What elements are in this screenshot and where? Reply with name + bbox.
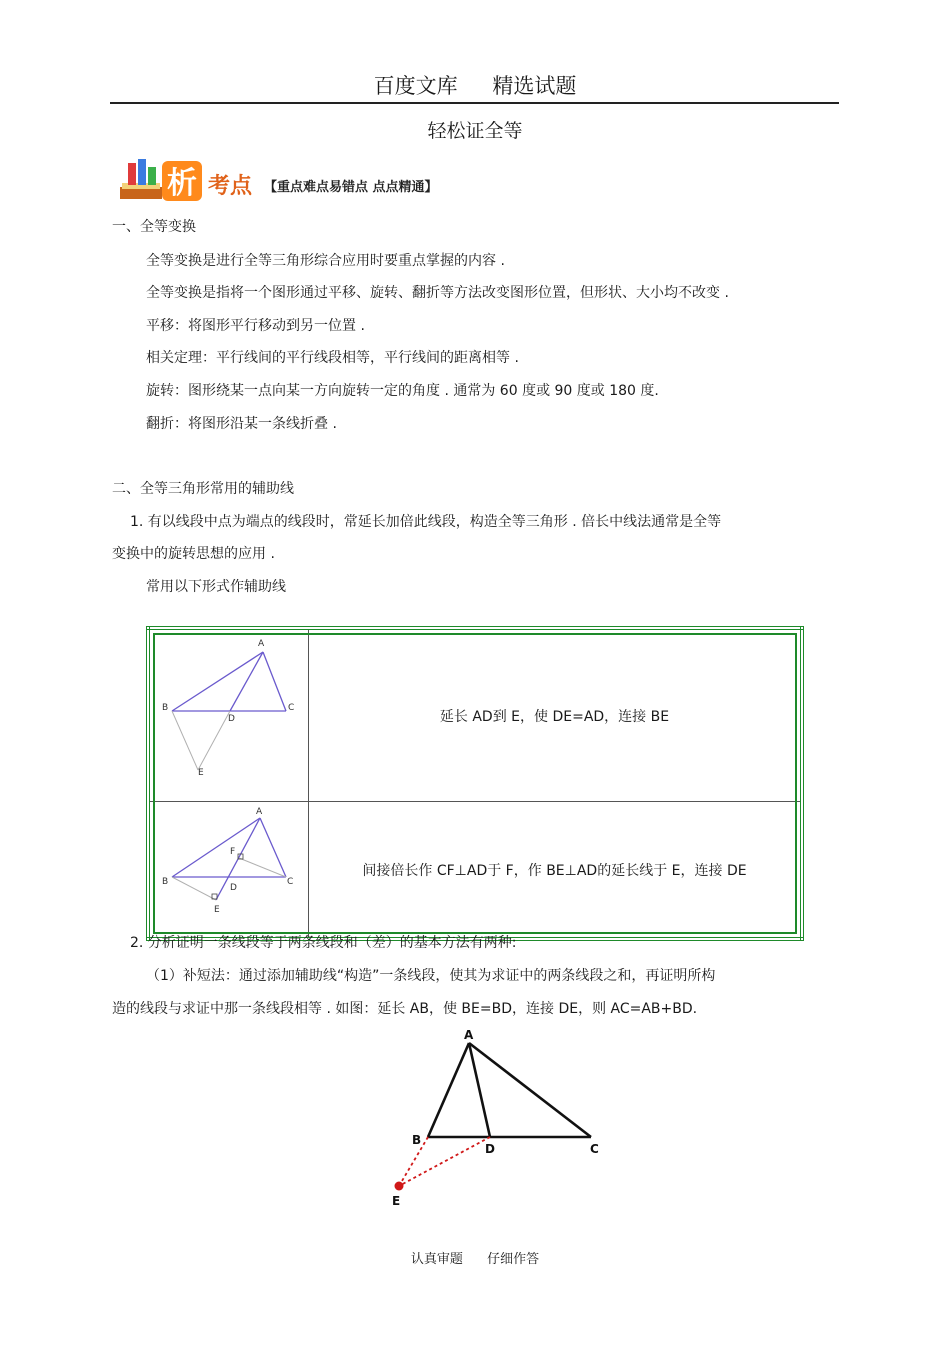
label-d: D — [230, 883, 237, 893]
item1-line-1: 1. 有以线段中点为端点的线段时，常延长加倍此线段，构造全等三角形 . 倍长中线法通常是全等 — [130, 514, 722, 530]
table-row — [148, 802, 802, 940]
section1-heading: 一、全等变换 — [112, 219, 196, 235]
page-header — [0, 70, 950, 100]
label-f: F — [230, 847, 236, 857]
label-c: C — [288, 703, 295, 713]
item1-line-3: 常用以下形式作辅助线 — [146, 579, 286, 595]
label-b: B — [412, 1133, 422, 1147]
section1-line-3: 平移：将图形平行移动到另一位置 . — [146, 318, 365, 334]
midline-extension-figure — [150, 630, 308, 797]
label-d: D — [485, 1142, 495, 1156]
item2-line-2: （1）补短法：通过添加辅助线“构造”一条线段，使其为求证中的两条线段之和，再证明所构 — [146, 968, 716, 984]
footer-right: 仔细作答 — [487, 1252, 540, 1267]
section1-line-2: 全等变换是指将一个图形通过平移、旋转、翻折等方法改变图形位置，但形状、大小均不改变 . — [146, 285, 729, 301]
banner-char1: 析 — [167, 166, 197, 201]
table-row — [148, 628, 802, 802]
section1-line-5: 旋转：图形绕某一点向某一方向旋转一定的角度 . 通常为 60 度或 90 度或 180 度. — [146, 383, 659, 399]
auxiliary-line-table — [146, 626, 804, 941]
description-cell-2: 间接倍长作 CF⊥AD于 F，作 BE⊥AD的延长线于 E，连接 DE — [309, 802, 803, 940]
item2-line-3: 造的线段与求证中那一条线段相等 . 如图：延长 AB，使 BE=BD，连接 DE，则 AC=AB+BD. — [112, 1001, 698, 1017]
label-a: A — [256, 807, 263, 817]
header-rule — [110, 102, 839, 104]
supplement-short-figure — [375, 1025, 615, 1215]
description-cell-1: 延长 AD到 E，使 DE=AD，连接 BE — [309, 628, 803, 802]
label-e: E — [214, 905, 220, 915]
page-footer — [0, 1248, 950, 1267]
section1-line-6: 翻折：将图形沿某一条线折叠 . — [146, 416, 337, 432]
label-c: C — [287, 877, 294, 887]
indirect-extension-figure — [150, 802, 308, 933]
header-left: 百度文库 — [373, 74, 458, 98]
analysis-banner — [118, 157, 478, 205]
footer-left: 认真审题 — [410, 1252, 463, 1267]
label-b: B — [162, 703, 169, 713]
label-e: E — [392, 1194, 401, 1208]
label-a: A — [464, 1028, 474, 1042]
item2-line-1: 2. 分析证明一条线段等于两条线段和（差）的基本方法有两种: — [130, 935, 517, 951]
banner-tagline: 【重点难点易错点 点点精通】 — [264, 180, 438, 195]
section1-line-1: 全等变换是进行全等三角形综合应用时要重点掌握的内容 . — [146, 253, 505, 269]
figure-cell-1 — [148, 628, 309, 802]
item1-line-2: 变换中的旋转思想的应用 . — [112, 546, 275, 562]
section1-line-4: 相关定理：平行线间的平行线段相等，平行线间的距离相等 . — [146, 350, 519, 366]
book-icon — [120, 159, 162, 199]
section2-heading: 二、全等三角形常用的辅助线 — [112, 481, 294, 497]
label-e: E — [198, 768, 204, 778]
header-right: 精选试题 — [492, 74, 577, 98]
label-a: A — [258, 639, 265, 649]
label-b: B — [162, 877, 169, 887]
label-d: D — [228, 714, 235, 724]
figure-cell-2 — [148, 802, 309, 940]
banner-char2: 考点 — [208, 174, 253, 199]
label-c: C — [590, 1142, 599, 1156]
point-e-dot — [395, 1182, 404, 1191]
page-title: 轻松证全等 — [427, 120, 523, 142]
